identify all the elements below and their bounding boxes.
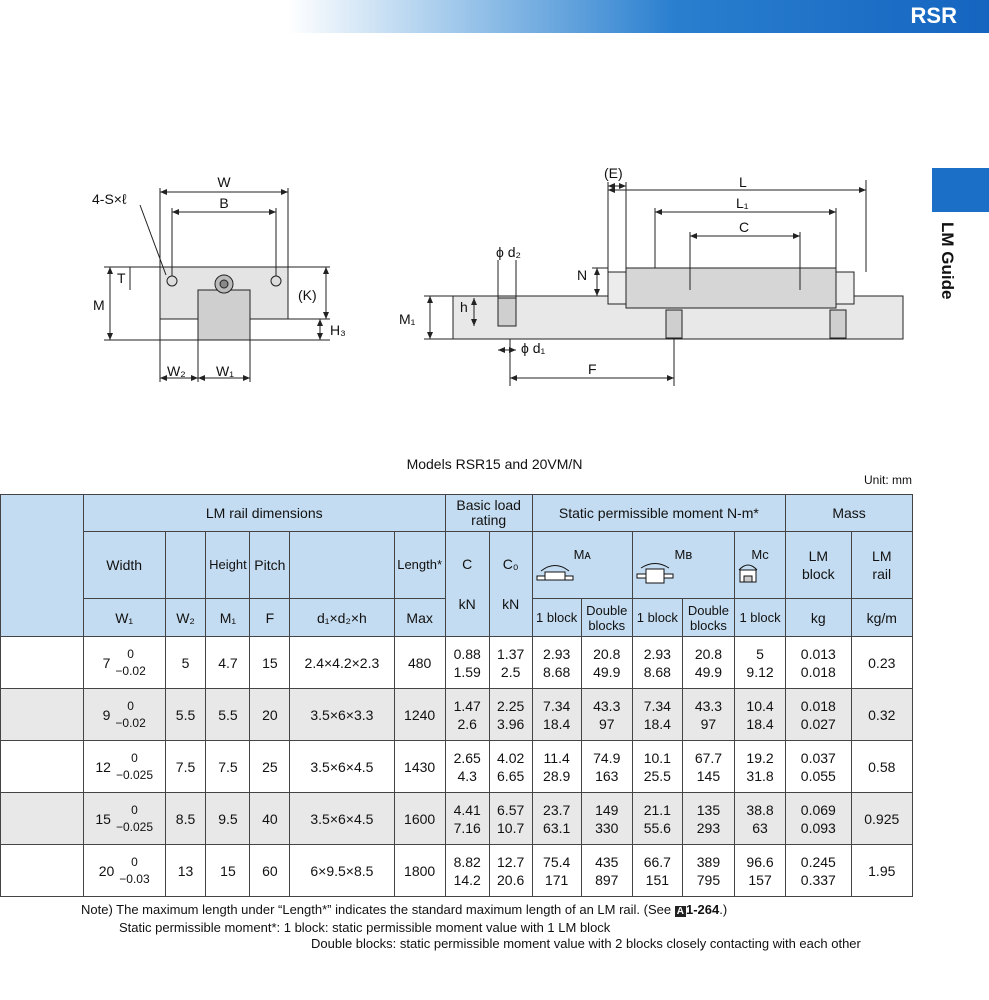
unit-w2: W₂ [165,599,206,637]
page-reference: 1-264 [685,902,720,917]
col-height: Height [206,532,250,599]
col-length: Length* [394,532,445,599]
group-rail: LM rail dimensions [83,495,445,532]
unit-max: Max [394,599,445,637]
reference-icon: A [676,906,684,917]
label-l: L [739,174,747,190]
page-title: RSR [910,3,957,28]
table-row: 9 0 −0.02 5.5 5.5 20 3.5×6×3.3 1240 1.47 2.6 2.25 3.96 7.34 18.4 43.3 97 7.34 18.4 43.3 97 10.4 18.4 0.018 0.027 0.32 [1,689,913,741]
technical-drawings [0,150,920,395]
col-mb: Mʙ [632,532,734,599]
note-line-1: Note) The maximum length under “Length*” indicates the standard maximum length of an LM rail. (See A 1-264.) [81,902,728,917]
side-tab-marker [932,168,989,212]
unit-mc-1: 1 block [735,599,786,637]
label-m1: M₁ [399,311,416,327]
label-e: (E) [604,165,623,181]
label-c: C [739,219,750,235]
unit-label: Unit: mm [864,473,912,487]
unit-d: d₁×d₂×h [290,599,394,637]
group-load: Basic load rating [445,495,532,532]
table-row: 12 0 −0.025 7.5 7.5 25 3.5×6×4.5 1430 2.65 4.3 4.02 6.65 11.4 28.9 74.9 163 10.1 25.5 67.7 145 19.2 31.8 0.037 0.055 0.58 [1,741,913,793]
header-banner [288,0,989,33]
label-b: B [219,195,229,211]
side-view [424,180,903,386]
group-moment: Static permissible moment N-m* [532,495,785,532]
table-corner [1,495,84,637]
label-l1: L₁ [736,195,749,211]
table-row: 7 0 −0.02 5 4.7 15 2.4×4.2×2.3 480 0.88 1.59 1.37 2.5 2.93 8.68 20.8 49.9 2.93 8.68 20.8 49.9 5 9.12 0.013 0.018 0.23 [1,637,913,689]
spec-table [0,494,913,897]
label-h: h [460,299,468,315]
label-w1: W₁ [216,363,234,379]
label-h3: H₃ [330,322,346,338]
unit-kgm: kg/m [851,599,912,637]
col-pitch: Pitch [250,532,290,599]
col-c: C kN [445,532,489,637]
table-caption: Models RSR15 and 20VM/N [406,456,583,472]
table-row: 20 0 −0.03 13 15 60 6×9.5×8.5 1800 8.82 14.2 12.7 20.6 75.4 171 435 897 66.7 151 389 795 96.6 157 0.245 0.337 1.95 [1,845,913,897]
label-s: 4-S×ℓ [92,191,127,207]
label-w2: W₂ [167,363,186,379]
col-width: Width [83,532,165,599]
mc-moment-icon [735,562,761,584]
label-k: (K) [298,287,317,303]
col-lm-block: LM block [786,532,851,599]
ma-moment-icon [533,562,577,584]
cross-section-view [104,188,330,382]
col-d-blank [290,532,394,599]
mb-moment-icon [633,562,677,584]
col-lm-rail: LM rail [851,532,912,599]
note-line-2: Static permissible moment*: 1 block: static permissible moment value with 1 LM block [119,920,611,935]
table-row: 15 0 −0.025 8.5 9.5 40 3.5×6×4.5 1600 4.41 7.16 6.57 10.7 23.7 63.1 149 330 21.1 55.6 135 293 38.8 63 0.069 0.093 0.925 [1,793,913,845]
group-mass: Mass [786,495,913,532]
unit-kg: kg [786,599,851,637]
label-d2: ϕ d₂ [496,244,521,260]
unit-m1: M₁ [206,599,250,637]
side-tab-label: LM Guide [938,222,957,300]
label-n: N [577,267,588,283]
col-c0: C₀ kN [489,532,532,637]
unit-mb-2: Double blocks [682,599,734,637]
label-d1: ϕ d₁ [521,340,546,356]
unit-ma-1: 1 block [532,599,581,637]
table-notes [81,902,861,952]
note-line-3: Double blocks: static permissible moment value with 2 blocks closely contacting with each other [311,936,861,951]
col-w2-blank [165,532,206,599]
label-f: F [588,361,597,377]
label-w: W [217,174,231,190]
unit-mb-1: 1 block [632,599,682,637]
label-m: M [93,297,105,313]
label-t: T [117,270,126,286]
col-mc: Mᴄ [735,532,786,599]
unit-w1: W₁ [83,599,165,637]
unit-f: F [250,599,290,637]
col-ma: Mᴀ [532,532,632,599]
unit-ma-2: Double blocks [581,599,632,637]
